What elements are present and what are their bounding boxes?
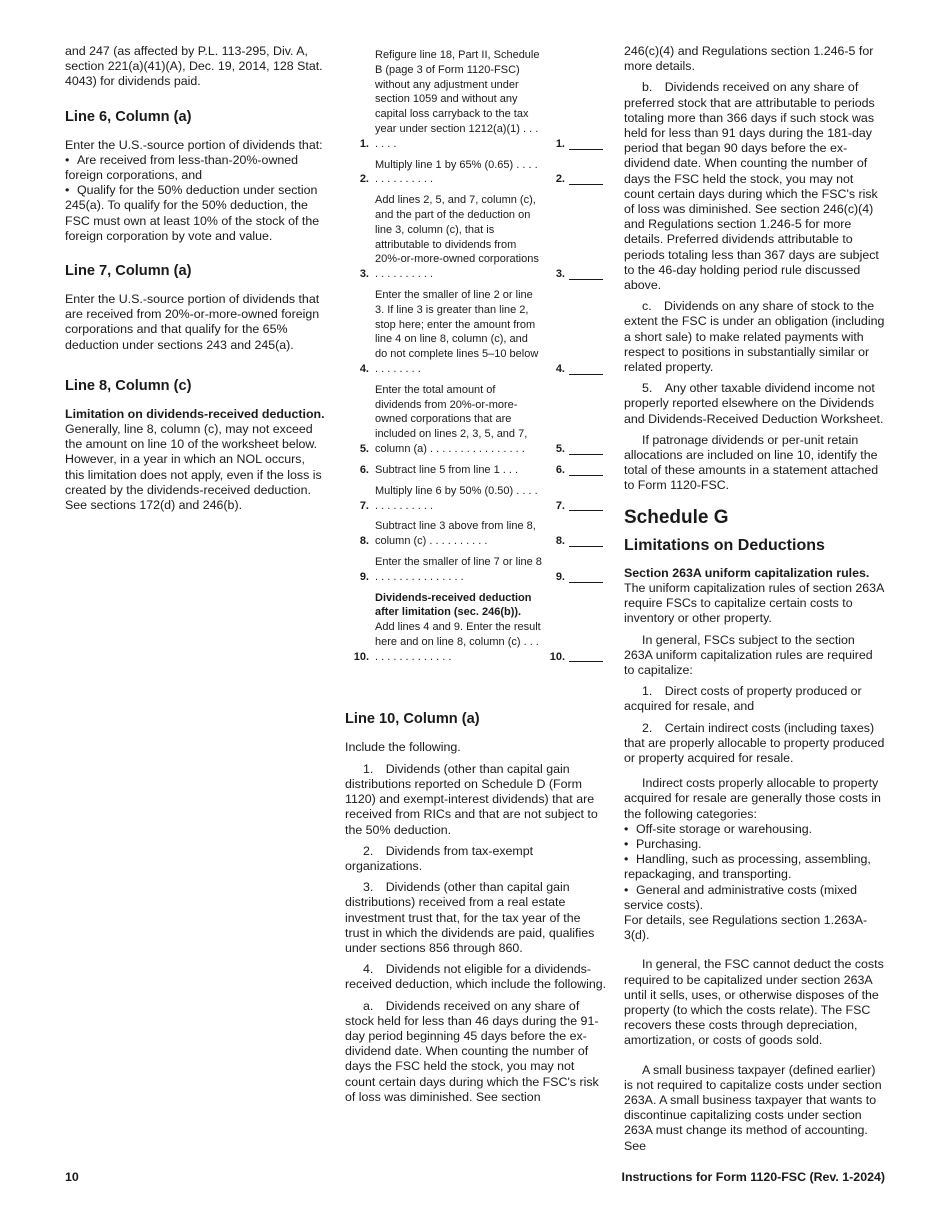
line6-heading: Line 6, Column (a) bbox=[65, 108, 192, 125]
entry-field[interactable] bbox=[569, 267, 603, 280]
list-item: 2. Dividends from tax-exempt organizations. bbox=[345, 843, 534, 873]
line7-text: Enter the U.S.-source portion of dividends that are received from 20%-or-more-owned foreign corporations and that qualify for the 65% deduction under sections 243 and 245(a). bbox=[65, 292, 320, 352]
patronage-paragraph: If patronage dividends or per-unit retain allocations are included on line 10, identify the total of these amounts in a statement attached to Form 1120-FSC. bbox=[624, 432, 879, 493]
line10-heading: Line 10, Column (a) bbox=[345, 711, 480, 728]
line8-heading: Line 8, Column (c) bbox=[65, 377, 192, 394]
bullet-icon: • bbox=[65, 183, 70, 198]
bullet-icon: • bbox=[624, 836, 629, 851]
limitations-subheading: Limitations on Deductions bbox=[624, 536, 825, 554]
entry-field[interactable] bbox=[569, 534, 603, 547]
worksheet-line-2: 2. Multiply line 1 by 65% (0.65) . . . . . . . . . . . . . . 2. bbox=[345, 158, 607, 188]
details-paragraph: For details, see Regulations section 1.263A-3(d). bbox=[624, 912, 868, 943]
list-item: 5. Any other taxable dividend income not properly reported elsewhere on the Dividends and Dividends-Received Deduction Worksheet. bbox=[624, 381, 884, 426]
list-item: c. Dividends on any share of stock to the extent the FSC is under an obligation (including a short sale) to make related payments with respect to positions in substantially similar or related property. bbox=[624, 299, 885, 375]
list-item: 1. Direct costs of property produced or acquired for resale, and bbox=[624, 684, 862, 714]
small-business-paragraph: A small business taxpayer (defined earlier) is not required to capitalize costs under section 263A. A small business taxpayer that wants to discontinue capitalizing costs under section 263A must change its method of accounting. See bbox=[624, 1062, 882, 1153]
worksheet-line-4: 4. Enter the smaller of line 2 or line 3. If line 3 is greater than line 2, stop here; enter the amount from line 4 on line 8, column (c), and do not complete lines 5–10 below . . . . . . . . 4. bbox=[345, 288, 607, 377]
column-left bbox=[65, 44, 327, 519]
list-item: • Off-site storage or warehousing. bbox=[624, 821, 813, 836]
entry-field[interactable] bbox=[569, 172, 603, 185]
column-right bbox=[624, 44, 886, 1160]
continued-text: 246(c)(4) and Regulations section 1.246-5 for more details. bbox=[624, 44, 874, 74]
indirect-costs-list bbox=[624, 822, 886, 913]
entry-field[interactable] bbox=[569, 137, 603, 150]
list-item: • Handling, such as processing, assembling, repackaging, and transporting. bbox=[624, 852, 871, 882]
line8-bold-lead: Limitation on dividends-received deduction. bbox=[65, 406, 325, 421]
worksheet-line-5: 5. Enter the total amount of dividends from 20%-or-more-owned corporations that are included on lines 2, 3, 5, and 7, column (a) . . . . . . . . . . . . . . . . 5. bbox=[345, 383, 607, 457]
list-item: • General and administrative costs (mixed service costs). bbox=[624, 882, 858, 912]
list-item: 1. Dividends (other than capital gain distributions reported on Schedule D (Form 1120) and exempt-interest dividends) that are received from RICs and that are not subject to the 50% deduction. bbox=[345, 761, 598, 837]
list-item: a. Dividends received on any share of stock held for less than 46 days during the 91-day period beginning 45 days before the ex-dividend date. When counting the number of days the FSC held the stock, you may not count certain days during which the FSC's risk of loss was diminished. See section bbox=[345, 998, 599, 1104]
schedule-g-heading: Schedule G bbox=[624, 506, 729, 528]
bullet-icon: • bbox=[624, 882, 629, 897]
line6-intro: Enter the U.S.-source portion of dividends that: bbox=[65, 137, 323, 152]
page-number: 10 bbox=[65, 1170, 79, 1184]
section-263a-bold-lead: Section 263A uniform capitalization rules. bbox=[624, 565, 870, 580]
worksheet-line-1: 1. Refigure line 18, Part II, Schedule B (page 3 of Form 1120-FSC) without any adjustment under section 1059 and without any capital loss carryback to the tax year under section 1212(a)(1) . . . . . . . 1. bbox=[345, 48, 607, 152]
bullet-icon: • bbox=[65, 152, 70, 167]
dividends-worksheet bbox=[345, 44, 607, 664]
worksheet-line-9: 9. Enter the smaller of line 7 or line 8 . . . . . . . . . . . . . . . 9. bbox=[345, 555, 607, 585]
line10-bold-lead: Dividends-received deduction after limitation (sec. 246(b)). bbox=[375, 591, 532, 619]
line10-intro: Include the following. bbox=[345, 740, 461, 755]
line8-text bbox=[65, 407, 327, 513]
worksheet-line-10: 10. Dividends-received deduction after limitation (sec. 246(b)). Add lines 4 and 9. Enter the result here and on line 8, column (c) . . . . . . . . . . . . . . . . 10. bbox=[345, 591, 607, 665]
form-title-footer: Instructions for Form 1120-FSC (Rev. 1-2024) bbox=[621, 1170, 885, 1184]
list-item: 2. Certain indirect costs (including taxes) that are properly allocable to property produced or property acquired for resale. bbox=[624, 720, 885, 765]
bullet-icon: • bbox=[624, 821, 629, 836]
column-middle bbox=[345, 44, 607, 1111]
intro-paragraph: and 247 (as affected by P.L. 113-295, Div. A, section 221(a)(41)(A), Dec. 19, 2014, 128 Stat. 4043) for dividends paid. bbox=[65, 44, 323, 89]
worksheet-line-7: 7. Multiply line 6 by 50% (0.50) . . . . . . . . . . . . . . 7. bbox=[345, 484, 607, 514]
entry-field[interactable] bbox=[569, 649, 603, 662]
list-item: 3. Dividends (other than capital gain distributions) received from a real estate investment trust that, for the tax year of the trust in which the dividends are paid, qualifies under sections 856 through 860. bbox=[345, 880, 595, 955]
bullet-icon: • bbox=[624, 852, 629, 867]
indirect-costs-paragraph: Indirect costs properly allocable to property acquired for resale are generally those costs in the following categories: bbox=[624, 776, 881, 821]
list-item: • Purchasing. bbox=[624, 836, 702, 851]
general-paragraph: In general, FSCs subject to the section 263A uniform capitalization rules are required to capitalize: bbox=[624, 632, 873, 677]
cannot-deduct-paragraph: In general, the FSC cannot deduct the costs required to be capitalized under section 263A until it sells, uses, or otherwise disposes of the property (to which the costs relate). The FSC recovers these costs through depreciation, amortization, or costs of goods sold. bbox=[624, 957, 884, 1048]
line6-bullet-list bbox=[65, 153, 327, 244]
entry-field[interactable] bbox=[569, 570, 603, 583]
entry-field[interactable] bbox=[569, 463, 603, 476]
section-263a-paragraph: Section 263A uniform capitalization rules. The uniform capitalization rules of section 263A require FSCs to capitalize certain costs to inventory or other property. bbox=[624, 565, 884, 626]
line8-body: Generally, line 8, column (c), may not exceed the amount on line 10 of the worksheet below. However, in a year in which an NOL occurs, this limitation does not apply, even if the loss is created by the dividends-received deduction. See sections 172(d) and 246(b). bbox=[65, 422, 322, 513]
line7-heading: Line 7, Column (a) bbox=[65, 263, 192, 280]
worksheet-line-6: 6. Subtract line 5 from line 1 . . . 6. bbox=[345, 463, 607, 478]
entry-field[interactable] bbox=[569, 442, 603, 455]
list-item: b. Dividends received on any share of preferred stock that are attributable to periods totaling more than 366 days if such stock was held for less than 91 days during the 181-day period that began 90 days before the ex-dividend date. When counting the number of days the FSC held the stock, you may not count certain days during which the FSC's risk of loss was diminished. See section 246(c)(4) and Regulations section 1.246-5 for more details. Preferred dividends attributable to periods totaling less than 367 days are subject to the 46-day holding period rule discussed above. bbox=[624, 80, 879, 293]
list-item: • Qualify for the 50% deduction under section 245(a). To qualify for the 50% deduction, the FSC must own at least 10% of the stock of the foreign corporation by vote and value. bbox=[65, 183, 320, 243]
list-item: 4. Dividends not eligible for a dividends-received deduction, which include the following. bbox=[345, 962, 607, 992]
entry-field[interactable] bbox=[569, 498, 603, 511]
entry-field[interactable] bbox=[569, 362, 603, 375]
worksheet-line-8: 8. Subtract line 3 above from line 8, column (c) . . . . . . . . . . 8. bbox=[345, 519, 607, 549]
worksheet-line-3: 3. Add lines 2, 5, and 7, column (c), and the part of the deduction on line 3, column (c), that is attributable to dividends from 20%-or-more-owned corporations . . . . . . . . . . 3. bbox=[345, 193, 607, 282]
list-item: • Are received from less-than-20%-owned foreign corporations, and bbox=[65, 152, 299, 183]
